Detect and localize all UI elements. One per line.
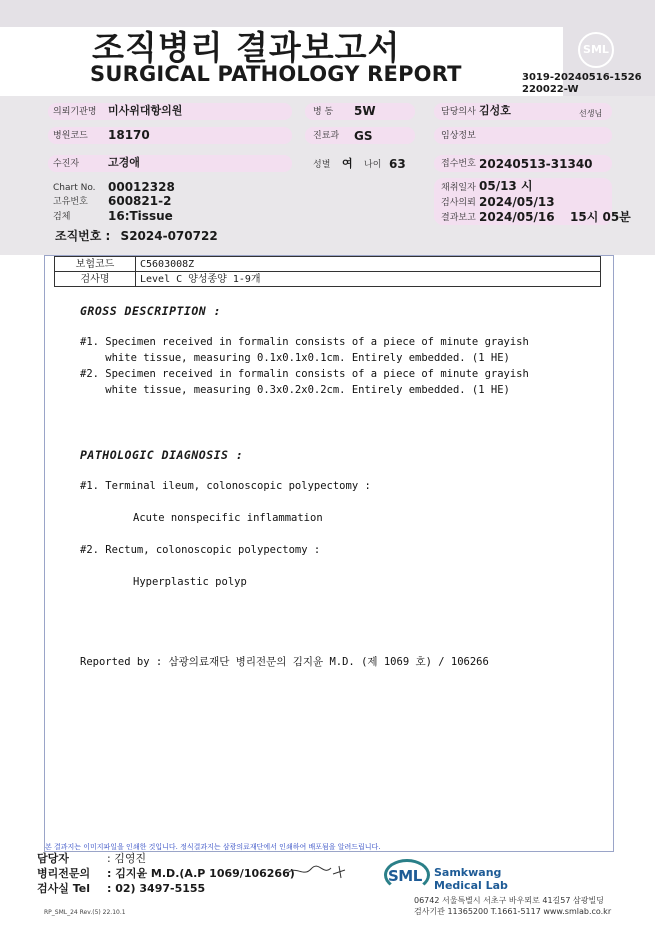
lab-name-line2: Medical Lab xyxy=(434,879,508,892)
staff-value: : 김영진 xyxy=(107,852,147,865)
header-frame xyxy=(0,0,655,27)
collect-date-value: 05/13 시 xyxy=(479,179,533,193)
logo-text: SML xyxy=(388,867,422,885)
receipt-label: 접수번호 xyxy=(441,159,476,169)
ward-label: 병 동 xyxy=(313,107,334,117)
department-label: 진료과 xyxy=(313,131,340,141)
request-date-label: 검사의뢰 xyxy=(441,198,476,208)
patient-field-bg xyxy=(48,155,292,172)
pathologic-diagnosis-title: PATHOLOGIC DIAGNOSIS : xyxy=(80,448,244,462)
patient-label: 수진자 xyxy=(53,159,80,169)
doctor-value: 김성호 xyxy=(479,104,511,117)
unique-id-label: 고유번호 xyxy=(53,197,88,207)
gross-line-1: #1. Specimen received in formalin consists of a piece of minute grayish xyxy=(80,336,529,348)
gross-description-title: GROSS DESCRIPTION : xyxy=(80,304,222,318)
test-name-value: Level C 양성종양 1-9개 xyxy=(136,272,601,287)
doctor-suffix: 선생님 xyxy=(579,109,603,118)
age-value: 63 xyxy=(389,157,406,171)
diagnosis-1-result: Acute nonspecific inflammation xyxy=(133,512,323,524)
table-row xyxy=(55,272,601,287)
hospital-code-label: 병원코드 xyxy=(53,131,88,141)
unique-id-value: 600821-2 xyxy=(108,194,172,208)
sex-label: 성별 xyxy=(313,160,331,170)
lab-name xyxy=(434,866,508,892)
patient-name: 고경애 xyxy=(108,156,140,169)
hospital-value: 미사위대항의원 xyxy=(108,104,183,117)
pathologist-label: 병리전문의 xyxy=(37,867,91,880)
diagnosis-2-site: #2. Rectum, colonoscopic polypectomy : xyxy=(80,544,321,556)
chart-no-label: Chart No. xyxy=(53,183,96,193)
lab-address-line: 06742 서울특별시 서초구 바우뫼로 41길57 삼광빌딩 xyxy=(414,896,604,905)
sex-value: 여 xyxy=(342,157,353,170)
clinical-info-label: 임상정보 xyxy=(441,131,476,141)
sml-logo-icon: SML xyxy=(578,32,614,68)
diagnosis-2-result: Hyperplastic polyp xyxy=(133,576,247,588)
specimen-label: 검체 xyxy=(53,212,71,222)
hospital-label: 의뢰기관명 xyxy=(53,107,97,117)
print-notice: 본 결과지는 이미지파일을 인쇄한 것입니다. 정식결과지는 삼광의료재단에서 인쇄하여 배포됨을 알려드립니다. xyxy=(45,843,381,851)
gross-line-3: #2. Specimen received in formalin consists of a piece of minute grayish xyxy=(80,368,529,380)
report-title-english: SURGICAL PATHOLOGY REPORT xyxy=(90,62,462,86)
pathologist-signature xyxy=(283,860,353,882)
insurance-code-value: C5603008Z xyxy=(136,257,601,272)
pathologist-value: : 김지윤 M.D.(A.P 1069/106266) xyxy=(107,867,295,880)
collect-date-label: 채취일자 xyxy=(441,183,476,193)
table-row xyxy=(55,257,601,272)
test-code-table xyxy=(54,256,601,287)
report-title-korean: 조직병리 결과보고서 xyxy=(92,28,401,67)
staff-label: 담당자 xyxy=(37,852,69,865)
lab-name-line1: Samkwang xyxy=(434,866,502,879)
samkwang-logo-icon xyxy=(384,859,430,891)
tissue-number-value: S2024-070722 xyxy=(120,229,218,243)
lab-address xyxy=(414,895,611,917)
request-date-value: 2024/05/13 xyxy=(479,195,555,209)
chart-no-value: 00012328 xyxy=(108,180,175,194)
document-code-line1: 3019-20240516-1526 xyxy=(522,72,642,83)
document-code xyxy=(522,72,642,96)
test-name-label: 검사명 xyxy=(55,272,136,287)
report-date-label: 결과보고 xyxy=(441,213,476,223)
report-time-value: 15시 05분 xyxy=(570,210,631,224)
lab-tel-label: 검사실 Tel xyxy=(37,882,90,895)
document-code-line2: 220022-W xyxy=(522,84,579,95)
reported-by: Reported by : 삼광의료재단 병리전문의 김지윤 M.D. (제 1069 호) / 106266 xyxy=(80,656,489,668)
gross-line-2: white tissue, measuring 0.1x0.1x0.1cm. Entirely embedded. (1 HE) xyxy=(80,352,510,364)
insurance-code-label: 보험코드 xyxy=(55,257,136,272)
diagnosis-1-site: #1. Terminal ileum, colonoscopic polypectomy : xyxy=(80,480,371,492)
lab-tel-value: : 02) 3497-5155 xyxy=(107,882,206,895)
tissue-number-label: 조직번호 : xyxy=(55,229,111,243)
age-label: 나이 xyxy=(364,160,382,170)
ward-value: 5W xyxy=(354,104,376,118)
gross-line-4: white tissue, measuring 0.3x0.2x0.2cm. Entirely embedded. (1 HE) xyxy=(80,384,510,396)
report-date-value: 2024/05/16 xyxy=(479,210,555,224)
doctor-label: 담당의사 xyxy=(441,107,476,117)
specimen-value: 16:Tissue xyxy=(108,209,173,223)
tissue-number xyxy=(55,229,218,243)
department-value: GS xyxy=(354,129,373,143)
form-code: RP_SML_24 Rev.(5) 22.10.1 xyxy=(44,909,126,916)
lab-info-line: 검사기관 11365200 T.1661-5117 www.smlab.co.kr xyxy=(414,907,612,916)
hospital-code-value: 18170 xyxy=(108,128,150,142)
receipt-number: 20240513-31340 xyxy=(479,157,593,171)
